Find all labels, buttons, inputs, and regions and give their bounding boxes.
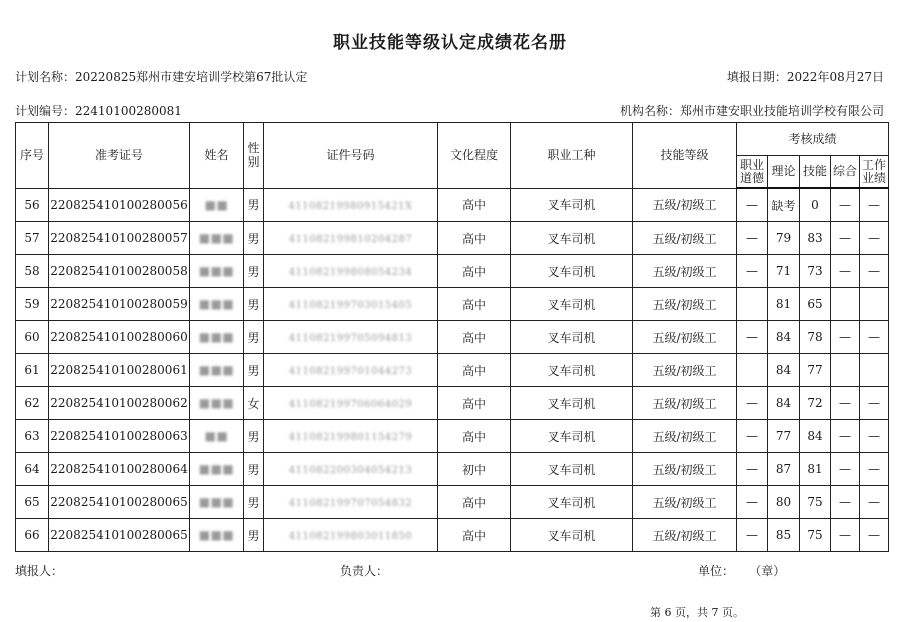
cell-work-performance: — — [860, 387, 889, 420]
cell-comprehensive: — — [831, 255, 860, 288]
cell-work-performance: — — [860, 486, 889, 519]
cell-theory: 84 — [768, 321, 800, 354]
responsible-label: 负责人： — [340, 564, 389, 578]
cell-job: 叉车司机 — [511, 354, 633, 387]
cell-name-redacted: ■■■ — [198, 495, 235, 509]
cell-ethics: — — [737, 321, 768, 354]
cell-id-no — [264, 486, 438, 519]
cell-comprehensive: — — [831, 188, 860, 222]
cell-name — [190, 420, 244, 453]
report-date-label: 填报日期： — [726, 70, 787, 84]
cell-education: 高中 — [438, 321, 511, 354]
cell-name — [190, 519, 244, 552]
cell-education: 高中 — [438, 420, 511, 453]
plan-number-label: 计划编号： — [15, 104, 76, 118]
cell-education: 高中 — [438, 387, 511, 420]
cell-job: 叉车司机 — [511, 453, 633, 486]
cell-seq: 64 — [16, 453, 49, 486]
cell-name — [190, 486, 244, 519]
cell-seq: 58 — [16, 255, 49, 288]
page-info: 第 6 页，共 7 页。 — [650, 606, 744, 619]
cell-skill: 0 — [800, 188, 831, 222]
table-row — [16, 255, 889, 288]
cell-level: 五级/初级工 — [633, 519, 737, 552]
cell-comprehensive — [831, 288, 860, 321]
cell-job: 叉车司机 — [511, 222, 633, 255]
cell-exam-no: 220825410100280056 — [49, 188, 190, 222]
col-header-scores: 考核成绩 — [737, 123, 889, 156]
cell-job: 叉车司机 — [511, 321, 633, 354]
cell-ethics: — — [737, 519, 768, 552]
header-row-1 — [16, 123, 889, 156]
cell-id-no — [264, 222, 438, 255]
cell-job: 叉车司机 — [511, 387, 633, 420]
cell-skill: 81 — [800, 453, 831, 486]
cell-work-performance — [860, 288, 889, 321]
cell-ethics: — — [737, 453, 768, 486]
cell-work-performance: — — [860, 321, 889, 354]
cell-exam-no: 220825410100280065 — [49, 486, 190, 519]
cell-skill: 83 — [800, 222, 831, 255]
cell-skill: 65 — [800, 288, 831, 321]
cell-seq: 57 — [16, 222, 49, 255]
cell-comprehensive: — — [831, 222, 860, 255]
cell-education: 初中 — [438, 453, 511, 486]
cell-seq: 63 — [16, 420, 49, 453]
cell-gender: 男 — [244, 420, 264, 453]
organization-line — [620, 102, 884, 119]
table-row — [16, 387, 889, 420]
cell-name — [190, 354, 244, 387]
cell-id-no — [264, 188, 438, 222]
cell-comprehensive — [831, 354, 860, 387]
cell-exam-no: 220825410100280059 — [49, 288, 190, 321]
cell-name — [190, 453, 244, 486]
cell-id-no-redacted: 411082199707054832 — [288, 498, 413, 509]
plan-number-line — [15, 102, 182, 119]
cell-gender: 女 — [244, 387, 264, 420]
cell-education: 高中 — [438, 222, 511, 255]
cell-work-performance: — — [860, 519, 889, 552]
plan-name-line — [15, 68, 307, 85]
cell-id-no — [264, 354, 438, 387]
cell-gender: 男 — [244, 354, 264, 387]
col-header-gender: 性别 — [244, 123, 264, 189]
cell-ethics: — — [737, 222, 768, 255]
cell-gender: 男 — [244, 453, 264, 486]
organization-label: 机构名称： — [619, 104, 680, 118]
unit-line — [698, 562, 785, 579]
cell-comprehensive: — — [831, 453, 860, 486]
cell-id-no-redacted: 411082199801154279 — [288, 432, 413, 443]
cell-theory: 85 — [768, 519, 800, 552]
cell-comprehensive: — — [831, 420, 860, 453]
cell-skill: 78 — [800, 321, 831, 354]
cell-ethics: — — [737, 387, 768, 420]
cell-gender: 男 — [244, 486, 264, 519]
cell-skill: 77 — [800, 354, 831, 387]
col-header-ethics: 职业道德 — [737, 156, 768, 189]
cell-seq: 62 — [16, 387, 49, 420]
cell-id-no — [264, 420, 438, 453]
cell-name — [190, 387, 244, 420]
table-row — [16, 288, 889, 321]
cell-id-no — [264, 321, 438, 354]
cell-gender: 男 — [244, 519, 264, 552]
table-row — [16, 486, 889, 519]
cell-gender: 男 — [244, 255, 264, 288]
cell-skill: 72 — [800, 387, 831, 420]
cell-id-no-redacted: 411082199803011850 — [288, 531, 413, 542]
plan-name-label: 计划名称： — [15, 70, 76, 84]
seal-text: （章） — [749, 564, 786, 578]
table-row — [16, 222, 889, 255]
cell-name-redacted: ■■ — [204, 197, 229, 212]
cell-level: 五级/初级工 — [633, 222, 737, 255]
cell-seq: 59 — [16, 288, 49, 321]
cell-exam-no: 220825410100280057 — [49, 222, 190, 255]
cell-education: 高中 — [438, 255, 511, 288]
cell-ethics: — — [737, 255, 768, 288]
cell-name-redacted: ■■■ — [198, 528, 235, 542]
col-header-id-no: 证件号码 — [264, 123, 438, 189]
cell-level: 五级/初级工 — [633, 354, 737, 387]
cell-exam-no: 220825410100280063 — [49, 420, 190, 453]
table-row — [16, 453, 889, 486]
cell-level: 五级/初级工 — [633, 486, 737, 519]
col-header-comprehensive: 综合 — [831, 156, 860, 189]
cell-level: 五级/初级工 — [633, 453, 737, 486]
cell-job: 叉车司机 — [511, 288, 633, 321]
cell-name-redacted: ■■■ — [198, 462, 235, 476]
col-header-level: 技能等级 — [633, 123, 737, 189]
cell-gender: 男 — [244, 188, 264, 222]
cell-name — [190, 321, 244, 354]
organization-value: 郑州市建安职业技能培训学校有限公司 — [679, 104, 884, 118]
cell-theory: 缺考 — [768, 188, 800, 222]
cell-theory: 84 — [768, 387, 800, 420]
cell-skill: 84 — [800, 420, 831, 453]
cell-comprehensive: — — [831, 321, 860, 354]
cell-id-no-redacted: 411082199703015405 — [288, 300, 413, 311]
cell-skill: 75 — [800, 486, 831, 519]
cell-id-no-redacted: 411082199701044273 — [288, 366, 413, 377]
cell-theory: 79 — [768, 222, 800, 255]
cell-ethics: — — [737, 188, 768, 222]
cell-comprehensive: — — [831, 387, 860, 420]
cell-skill: 73 — [800, 255, 831, 288]
cell-seq: 56 — [16, 188, 49, 222]
table-row — [16, 420, 889, 453]
score-roster-table — [15, 122, 889, 552]
col-header-skill: 技能 — [800, 156, 831, 189]
cell-job: 叉车司机 — [511, 420, 633, 453]
cell-gender: 男 — [244, 321, 264, 354]
cell-name-redacted: ■■■ — [198, 264, 235, 278]
cell-job: 叉车司机 — [511, 486, 633, 519]
cell-id-no-redacted: 41108219980915421X — [288, 200, 413, 212]
cell-exam-no: 220825410100280064 — [49, 453, 190, 486]
table-row — [16, 188, 889, 222]
cell-theory: 84 — [768, 354, 800, 387]
cell-exam-no: 220825410100280061 — [49, 354, 190, 387]
cell-name-redacted: ■■ — [204, 429, 229, 443]
table-row — [16, 354, 889, 387]
col-header-work-performance: 工作业绩 — [860, 156, 889, 189]
cell-name-redacted: ■■■ — [198, 396, 235, 410]
col-header-job: 职业工种 — [511, 123, 633, 189]
cell-id-no — [264, 387, 438, 420]
cell-work-performance: — — [860, 420, 889, 453]
col-header-exam-no: 准考证号 — [49, 123, 190, 189]
cell-exam-no: 220825410100280058 — [49, 255, 190, 288]
cell-comprehensive: — — [831, 519, 860, 552]
cell-name-redacted: ■■■ — [198, 297, 235, 311]
cell-work-performance: — — [860, 222, 889, 255]
col-header-seq: 序号 — [16, 123, 49, 189]
cell-id-no-redacted: 411082199810204287 — [288, 234, 413, 245]
cell-theory: 81 — [768, 288, 800, 321]
cell-level: 五级/初级工 — [633, 188, 737, 222]
cell-name — [190, 222, 244, 255]
cell-name — [190, 255, 244, 288]
cell-id-no-redacted: 411082199706064029 — [288, 399, 413, 410]
cell-education: 高中 — [438, 486, 511, 519]
cell-work-performance: — — [860, 188, 889, 222]
cell-exam-no: 220825410100280065 — [49, 519, 190, 552]
cell-ethics — [737, 288, 768, 321]
cell-education: 高中 — [438, 288, 511, 321]
cell-level: 五级/初级工 — [633, 321, 737, 354]
cell-id-no-redacted: 411082200304054213 — [288, 465, 413, 476]
cell-job: 叉车司机 — [511, 255, 633, 288]
cell-theory: 71 — [768, 255, 800, 288]
cell-id-no — [264, 453, 438, 486]
roster-body — [16, 188, 889, 552]
cell-name-redacted: ■■■ — [198, 231, 235, 245]
cell-id-no — [264, 519, 438, 552]
cell-id-no — [264, 255, 438, 288]
plan-number-value: 22410100280081 — [75, 104, 182, 118]
cell-id-no-redacted: 411082199705094813 — [288, 333, 413, 344]
report-date-value: 2022年08月27日 — [786, 70, 884, 84]
table-row — [16, 519, 889, 552]
cell-seq: 66 — [16, 519, 49, 552]
cell-education: 高中 — [438, 188, 511, 222]
filler-label: 填报人： — [15, 564, 64, 578]
cell-work-performance: — — [860, 255, 889, 288]
col-header-name: 姓名 — [190, 123, 244, 189]
cell-education: 高中 — [438, 519, 511, 552]
col-header-education: 文化程度 — [438, 123, 511, 189]
col-header-theory: 理论 — [768, 156, 800, 189]
cell-ethics: — — [737, 486, 768, 519]
cell-gender: 男 — [244, 288, 264, 321]
cell-work-performance — [860, 354, 889, 387]
cell-seq: 60 — [16, 321, 49, 354]
plan-name-value: 20220825郑州市建安培训学校第67批认定 — [75, 70, 308, 84]
cell-level: 五级/初级工 — [633, 288, 737, 321]
cell-id-no-redacted: 411082199808054234 — [288, 267, 413, 278]
cell-comprehensive: — — [831, 486, 860, 519]
cell-level: 五级/初级工 — [633, 255, 737, 288]
document-title: 职业技能等级认定成绩花名册 — [333, 33, 567, 53]
cell-theory: 87 — [768, 453, 800, 486]
cell-level: 五级/初级工 — [633, 420, 737, 453]
cell-skill: 75 — [800, 519, 831, 552]
cell-exam-no: 220825410100280062 — [49, 387, 190, 420]
table-row — [16, 321, 889, 354]
report-date-line — [727, 68, 884, 85]
cell-name-redacted: ■■■ — [198, 363, 235, 377]
cell-ethics — [737, 354, 768, 387]
cell-theory: 77 — [768, 420, 800, 453]
cell-level: 五级/初级工 — [633, 387, 737, 420]
cell-job: 叉车司机 — [511, 519, 633, 552]
cell-name-redacted: ■■■ — [198, 330, 235, 344]
cell-gender: 男 — [244, 222, 264, 255]
unit-label: 单位： — [698, 564, 735, 578]
cell-work-performance: — — [860, 453, 889, 486]
cell-exam-no: 220825410100280060 — [49, 321, 190, 354]
cell-seq: 61 — [16, 354, 49, 387]
cell-name — [190, 188, 244, 222]
cell-job: 叉车司机 — [511, 188, 633, 222]
cell-id-no — [264, 288, 438, 321]
cell-ethics: — — [737, 420, 768, 453]
cell-seq: 65 — [16, 486, 49, 519]
cell-theory: 80 — [768, 486, 800, 519]
cell-education: 高中 — [438, 354, 511, 387]
cell-name — [190, 288, 244, 321]
